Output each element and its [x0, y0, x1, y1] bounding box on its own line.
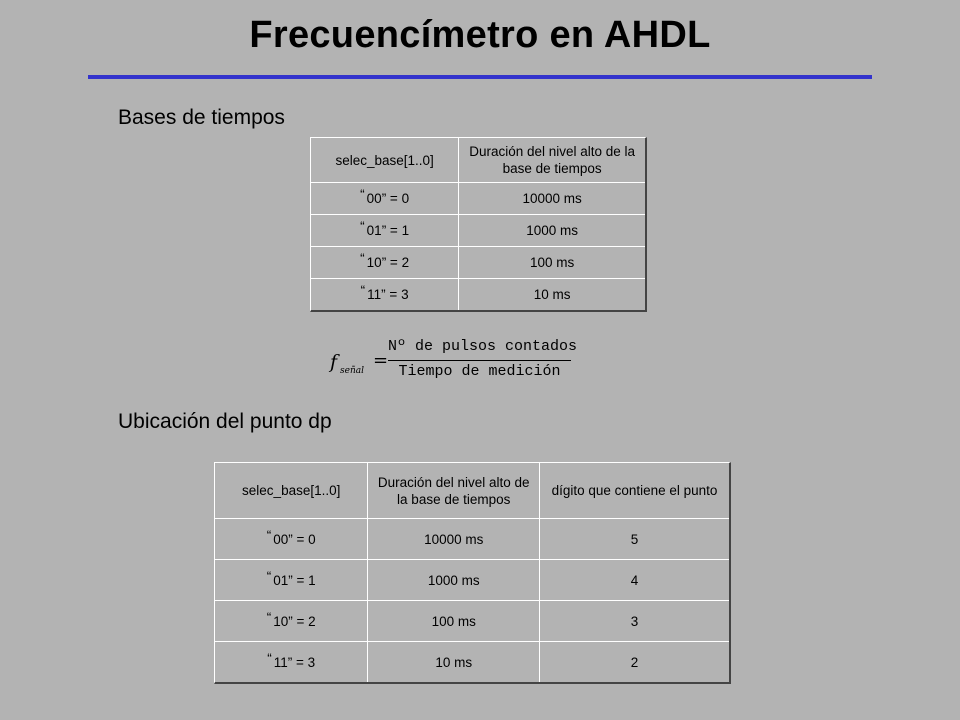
cell-duracion: 100 ms: [368, 601, 540, 642]
column-header-selec: selec_base[1..0]: [215, 463, 368, 519]
fraction-bar: [388, 360, 571, 361]
frequency-formula: [330, 336, 580, 384]
table-row: [215, 560, 729, 601]
column-header-digito: dígito que contiene el punto: [540, 463, 729, 519]
formula-denominator: Tiempo de medición: [398, 363, 561, 380]
open-quote-glyph: “: [360, 251, 365, 266]
open-quote-glyph: “: [360, 283, 366, 298]
cell-selec: [215, 519, 368, 560]
bases-table: [311, 138, 645, 310]
open-quote-glyph: “: [360, 187, 365, 202]
cell-selec-value: 11” = 3: [273, 654, 316, 670]
open-quote-glyph: “: [266, 568, 272, 584]
table-row: [311, 279, 645, 311]
table-header-row: [311, 138, 645, 183]
column-header-duracion: Duración del nivel alto de la base de tiempos: [368, 463, 540, 519]
section-heading-bases: Bases de tiempos: [118, 106, 285, 129]
cell-selec-value: 10” = 2: [273, 613, 316, 629]
cell-digito: 3: [540, 601, 729, 642]
cell-selec: [311, 247, 459, 279]
open-quote-glyph: “: [266, 609, 272, 625]
cell-duracion: 10000 ms: [459, 183, 645, 215]
cell-selec: [215, 560, 368, 601]
cell-selec: [311, 279, 459, 311]
cell-duracion: 1000 ms: [368, 560, 540, 601]
title-underline: [88, 75, 872, 79]
cell-duracion: 1000 ms: [459, 215, 645, 247]
column-header-duracion: Duración del nivel alto de la base de tiempos: [459, 138, 645, 183]
table-row: [311, 247, 645, 279]
cell-digito: 5: [540, 519, 729, 560]
cell-selec-value: 01” = 1: [273, 572, 316, 588]
table-row: [311, 215, 645, 247]
open-quote-glyph: “: [267, 650, 272, 666]
cell-duracion: 10000 ms: [368, 519, 540, 560]
formula-symbol: f: [330, 351, 338, 373]
cell-duracion: 10 ms: [459, 279, 645, 311]
open-quote-glyph: “: [360, 219, 365, 234]
cell-selec: [215, 642, 368, 683]
cell-duracion: 100 ms: [459, 247, 645, 279]
table-row: [215, 601, 729, 642]
cell-digito: 4: [540, 560, 729, 601]
section-heading-punto: Ubicación del punto dp: [118, 410, 332, 433]
bases-table-frame: [310, 137, 647, 312]
cell-selec: [311, 215, 459, 247]
page-title: Frecuencímetro en AHDL: [249, 14, 711, 56]
open-quote-glyph: “: [266, 527, 272, 543]
table-row: [215, 642, 729, 683]
cell-selec-value: 00” = 0: [273, 531, 316, 547]
formula-numerator: Nº de pulsos contados: [388, 338, 578, 355]
cell-selec: [311, 183, 459, 215]
formula-equals: =: [373, 350, 389, 371]
formula-subscript: señal: [340, 366, 364, 376]
cell-duracion: 10 ms: [368, 642, 540, 683]
cell-selec-value: 01” = 1: [366, 223, 410, 238]
table-row: [215, 519, 729, 560]
table-row: [311, 183, 645, 215]
column-header-selec: selec_base[1..0]: [311, 138, 459, 183]
cell-selec-value: 10” = 2: [366, 255, 410, 270]
cell-selec-value: 11” = 3: [367, 287, 409, 302]
punto-table: [215, 463, 729, 682]
table-header-row: [215, 463, 729, 519]
cell-digito: 2: [540, 642, 729, 683]
cell-selec-value: 00” = 0: [366, 191, 410, 206]
cell-selec: [215, 601, 368, 642]
punto-table-frame: [214, 462, 731, 684]
